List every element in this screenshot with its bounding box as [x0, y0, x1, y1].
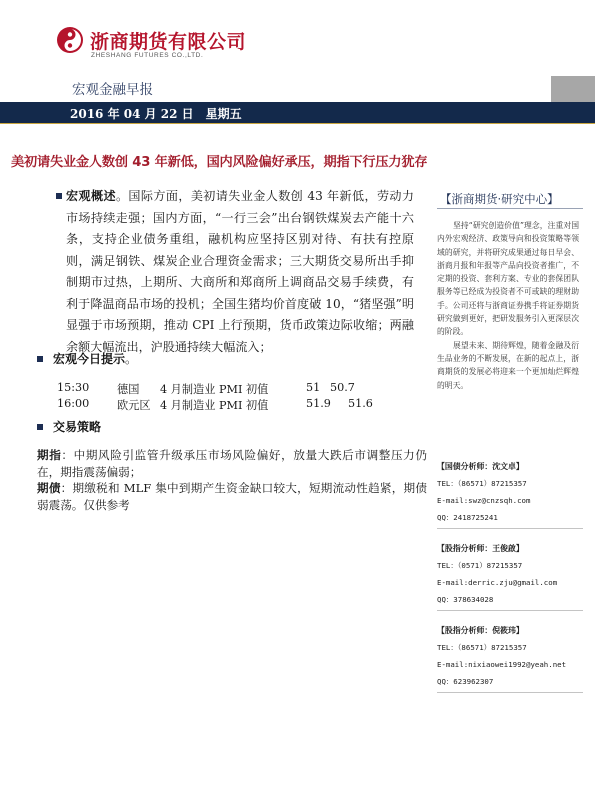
indicator-prev: 51.9 — [306, 397, 331, 410]
sidebar-divider — [437, 208, 583, 209]
strategy-key: 期债 — [37, 481, 61, 496]
indicator-time: 15:30 — [57, 381, 90, 394]
indicator-region: 欧元区 — [117, 399, 151, 412]
analyst-email[interactable]: E-mail:derric.zju@gmail.com — [437, 578, 558, 587]
company-name-cn: 浙商期货有限公司 — [90, 31, 247, 53]
overview-lead: 宏观概述 — [66, 189, 116, 203]
analyst-title: 【国债分析师：沈文卓】 — [437, 462, 524, 471]
intro-paragraph: 坚持“研究创造价值”理念，注重对国内外宏观经济、政策导向和投资策略等领域的研究，并将研究成果通过每日早会、浙商月报和年报等产品向投资者推广，不定期的投资、套利方案、专业的套保团队服务等已经成为投资者不可或缺的理财助手。公司还将与浙商证券携手将证券期货研究做到更好，把研发服务引入更深层次的阶段。 — [437, 221, 579, 337]
header-grey-block — [551, 76, 595, 102]
strategy-block — [37, 447, 427, 513]
indicator-row — [0, 397, 595, 412]
analyst-qq: QQ：623962307 — [437, 677, 494, 686]
strategy-text: ：期缴税和 MLF 集中到期产生资金缺口较大，短期流动性趋紧，期债弱震荡。仅供参考 — [37, 481, 427, 512]
analyst-qq: QQ：378634028 — [437, 595, 494, 604]
strategy-item-index-futures — [37, 447, 427, 480]
indicator-item: 4 月制造业 PMI 初值 — [160, 399, 269, 412]
date-divider — [0, 123, 595, 124]
indicator-time: 16:00 — [57, 397, 90, 410]
analyst-divider — [437, 692, 583, 693]
strategy-title: 交易策略 — [53, 420, 102, 434]
analyst-email[interactable]: E-mail:nixiaowei1992@yeah.net — [437, 660, 567, 669]
bullet-square-icon — [37, 424, 43, 430]
analyst-tel: TEL：（0571）87215357 — [437, 561, 523, 570]
bullet-square-icon — [37, 356, 43, 362]
company-name-en: ZHESHANG FUTURES CO.,LTD. — [91, 52, 204, 59]
analyst-card — [437, 458, 587, 529]
today-title-text: 宏观今日提示 — [53, 352, 126, 366]
today-title — [53, 350, 137, 367]
analyst-qq: QQ：2418725241 — [437, 513, 498, 522]
analyst-tel: TEL：（86571）87215357 — [437, 479, 527, 488]
strategy-key: 期指 — [37, 448, 62, 462]
research-center-intro — [437, 219, 579, 392]
indicator-prev: 51 — [306, 381, 321, 394]
zheshang-logo-icon — [56, 26, 84, 54]
headline: 美初请失业金人数创 43 年新低，国内风险偏好承压，期指下行压力犹存 — [11, 155, 428, 170]
indicator-region: 德国 — [117, 383, 140, 396]
today-title-suffix: 。 — [125, 352, 138, 366]
bullet-square-icon — [56, 193, 62, 199]
analyst-tel: TEL：（86571）87215357 — [437, 643, 527, 652]
indicator-expected: 51.6 — [348, 397, 373, 410]
strategy-item-bond-futures — [37, 480, 427, 513]
sidebar-title: 【浙商期货·研究中心】 — [440, 192, 559, 206]
report-type: 宏观金融早报 — [72, 82, 153, 98]
analyst-divider — [437, 528, 583, 529]
strategy-text: ：中期风险引监管升级承压市场风险偏好，放量大跌后市调整压力仍在，期指震荡偏弱； — [37, 448, 427, 479]
report-date: 2016 年 04 月 22 日 星期五 — [70, 107, 242, 121]
analyst-card — [437, 622, 587, 693]
analyst-title: 【股指分析师：倪筱玮】 — [437, 626, 524, 635]
analyst-card — [437, 540, 587, 611]
overview-body: 。国际方面，美初请失业金人数创 43 年新低，劳动力市场持续走强；国内方面，“一行三会”出台钢铁煤炭去产能十六条，支持企业债务重组，融机构应坚持区别对待、有扶有控原则，满足钢铁、煤炭企业合理资金需求；三大期货交易所出手抑制期市过热，上期所、大商所和郑商所上调商品交易手续费，有利于降温商品市场的投机；全国生猪均价首度破 10，“猪坚强”明显强于市场预期，推动 CPI 上行预期，货币政策边际收缩；两融余额大幅流出，沪股通持续大幅流入； — [66, 189, 414, 354]
indicator-expected: 50.7 — [330, 381, 355, 394]
intro-paragraph: 展望未来、期待辉煌，随着金融及衍生品业务的不断发展，在新的起点上，浙商期货的发展必将迎来一个更加灿烂辉煌的明天。 — [437, 340, 579, 390]
analyst-divider — [437, 610, 583, 611]
indicator-item: 4 月制造业 PMI 初值 — [160, 383, 269, 396]
overview-paragraph — [66, 186, 414, 358]
analyst-email[interactable]: E-mail:swz@cnzsqh.com — [437, 496, 531, 505]
analyst-title: 【股指分析师：王俊啟】 — [437, 544, 524, 553]
